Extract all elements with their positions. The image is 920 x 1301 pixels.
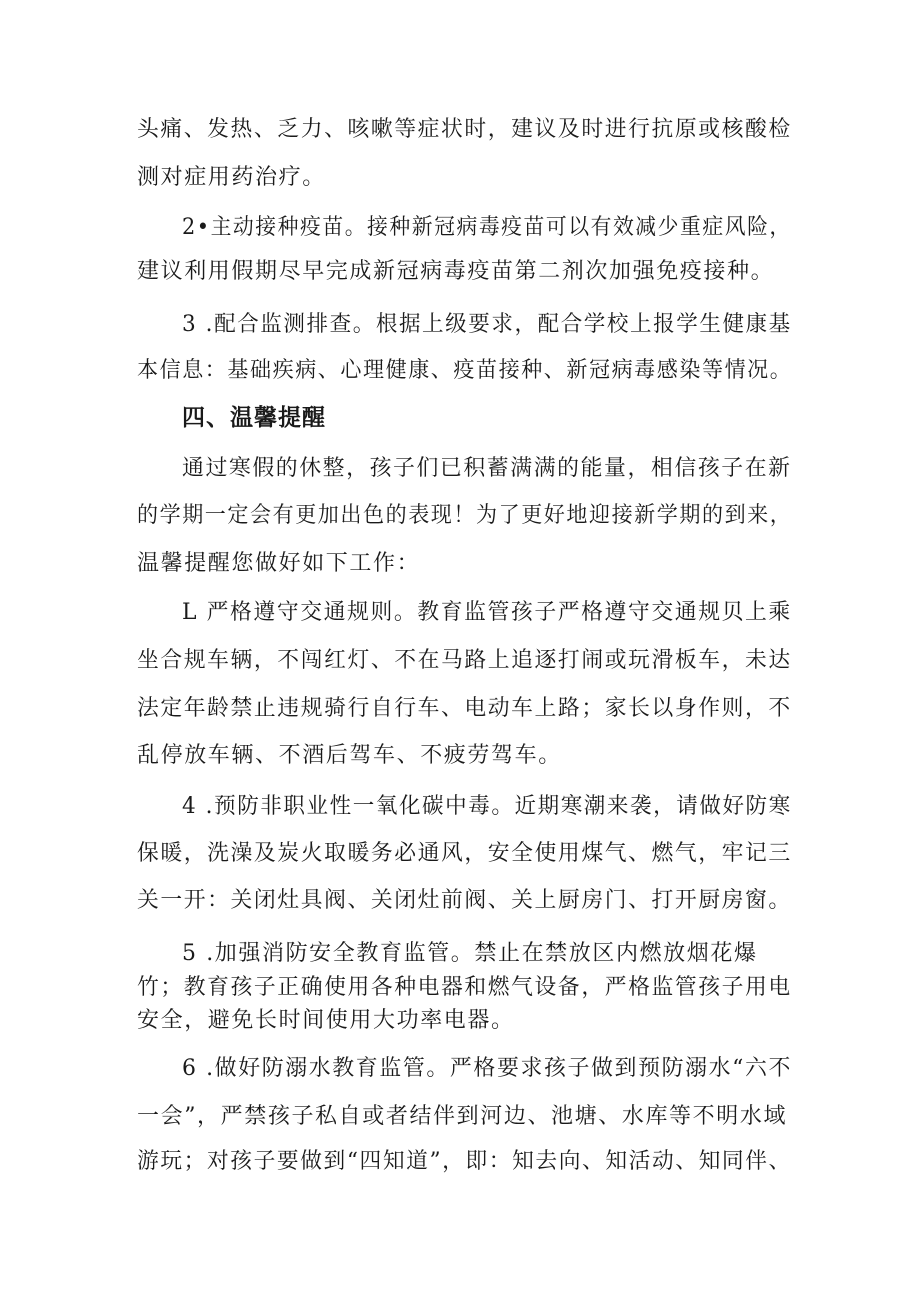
- text-line: 4 .预防非职业性一氧化碳中毒。近期寒潮来袭，请做好防寒: [182, 794, 792, 819]
- text-line: 头痛、发热、乏力、咳嗽等症状时，建议及时进行抗原或核酸检: [137, 117, 792, 142]
- text-line: 竹；教育孩子正确使用各种电器和燃气设备，严格监管孩子用电: [137, 975, 792, 1000]
- text-line: 通过寒假的休整，孩子们已积蓄满满的能量，相信孩子在新: [182, 456, 792, 481]
- text-line: 保暖，洗澡及炭火取暖务必通风，安全使用煤气、燃气，牢记三: [137, 841, 792, 866]
- text-line: 坐合规车辆，不闯红灯、不在马路上追逐打闹或玩滑板车，未达: [137, 648, 792, 673]
- section-heading: 四、温馨提醒: [182, 405, 326, 431]
- text-line: 一会”，严禁孩子私自或者结伴到河边、池塘、水库等不明水域: [137, 1104, 788, 1129]
- text-line: 游玩；对孩子要做到“四知道”，即：知去向、知活动、知同伴、: [137, 1149, 792, 1174]
- text-line: 测对症用药治疗。: [137, 165, 326, 190]
- text-line: 乱停放车辆、不酒后驾车、不疲劳驾车。: [137, 743, 562, 768]
- text-line: 6 .做好防溺水教育监管。严格要求孩子做到预防溺水“六不: [182, 1056, 793, 1081]
- text-line: 建议利用假期尽早完成新冠病毒疫苗第二剂次加强免疫接种。: [137, 259, 775, 284]
- text-line: 安全，避免长时间使用大功率电器。: [137, 1008, 515, 1033]
- text-line: L 严格遵守交通规则。教育监管孩子严格遵守交通规贝上乘: [182, 600, 792, 625]
- text-line: 温馨提醒您做好如下工作：: [137, 551, 421, 576]
- text-line: 的学期一定会有更加出色的表现！为了更好地迎接新学期的到来，: [137, 503, 793, 528]
- text-line: 本信息：基础疾病、心理健康、疫苗接种、新冠病毒感染等情况。: [137, 358, 793, 383]
- text-line: 5 .加强消防安全教育监管。禁止在禁放区内燃放烟花爆: [182, 941, 758, 966]
- text-line: 关一开：关闭灶具阀、关闭灶前阀、关上厨房门、打开厨房窗。: [137, 888, 792, 913]
- text-line: 法定年龄禁止违规骑行自行车、电动车上路；家长以身作则，不: [137, 696, 792, 721]
- text-line: 3 .配合监测排查。根据上级要求，配合学校上报学生健康基: [182, 312, 792, 337]
- text-line: 2•主动接种疫苗。接种新冠病毒疫苗可以有效减少重症风险，: [182, 215, 792, 240]
